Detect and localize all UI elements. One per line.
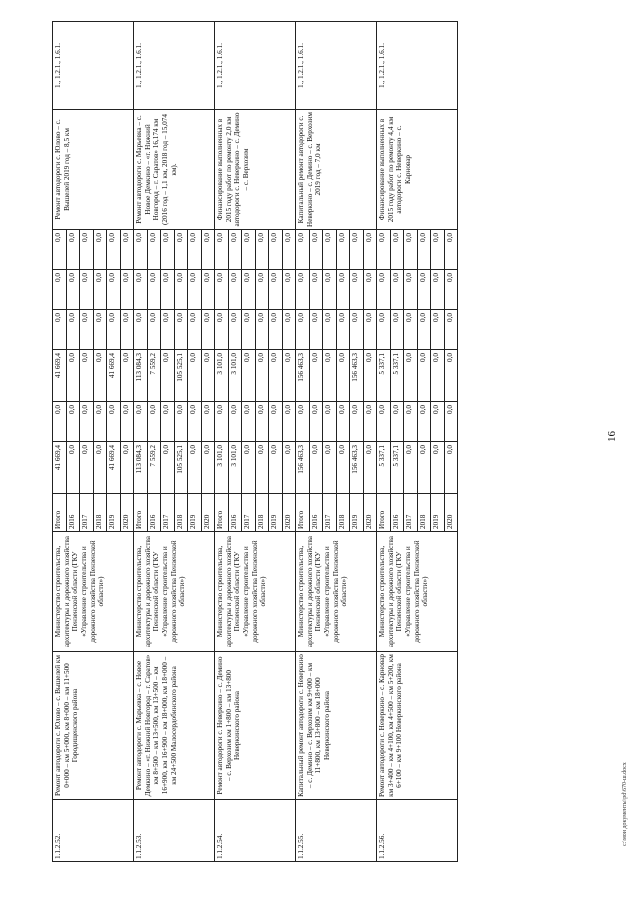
local-value-cell: 0,0 (444, 310, 458, 350)
extra-value-cell: 0,0 (107, 230, 121, 270)
other-value-cell: 0,0 (255, 270, 269, 310)
federal-value-cell: 0,0 (80, 402, 94, 442)
other-value-cell: 0,0 (404, 270, 418, 310)
regional-value-cell: 0,0 (309, 350, 323, 402)
regional-value-cell: 0,0 (404, 350, 418, 402)
total-value-cell: 3 101,0 (215, 442, 229, 494)
total-value-cell: 0,0 (201, 442, 215, 494)
measure-row (377, 22, 391, 862)
year-cell: 2016 (390, 494, 404, 532)
regional-value-cell: 0,0 (80, 350, 94, 402)
local-value-cell: 0,0 (242, 310, 256, 350)
year-cell: 2018 (93, 494, 107, 532)
year-cell: 2016 (66, 494, 80, 532)
other-value-cell: 0,0 (147, 270, 161, 310)
federal-value-cell: 0,0 (417, 402, 431, 442)
local-value-cell: 0,0 (323, 310, 337, 350)
other-value-cell: 0,0 (174, 270, 188, 310)
local-value-cell: 0,0 (174, 310, 188, 350)
local-value-cell: 0,0 (255, 310, 269, 350)
federal-value-cell: 0,0 (390, 402, 404, 442)
total-value-cell: 113 084,3 (134, 442, 148, 494)
federal-value-cell: 0,0 (161, 402, 175, 442)
extra-value-cell: 0,0 (336, 230, 350, 270)
other-value-cell: 0,0 (323, 270, 337, 310)
extra-value-cell: 0,0 (80, 230, 94, 270)
other-value-cell: 0,0 (390, 270, 404, 310)
federal-value-cell: 0,0 (53, 402, 67, 442)
year-cell: 2016 (309, 494, 323, 532)
regional-value-cell: 0,0 (323, 350, 337, 402)
extra-value-cell: 0,0 (228, 230, 242, 270)
extra-value-cell: 0,0 (215, 230, 229, 270)
year-cell: 2016 (228, 494, 242, 532)
year-cell: 2017 (161, 494, 175, 532)
extra-value-cell: 0,0 (93, 230, 107, 270)
total-value-cell: 0,0 (161, 442, 175, 494)
total-value-cell: 0,0 (120, 442, 134, 494)
federal-value-cell: 0,0 (444, 402, 458, 442)
regional-value-cell: 0,0 (363, 350, 377, 402)
local-value-cell: 0,0 (134, 310, 148, 350)
other-value-cell: 0,0 (188, 270, 202, 310)
regional-value-cell: 0,0 (431, 350, 445, 402)
year-cell: 2019 (431, 494, 445, 532)
local-value-cell: 0,0 (53, 310, 67, 350)
other-value-cell: 0,0 (431, 270, 445, 310)
regional-value-cell: 5 337,1 (390, 350, 404, 402)
total-value-cell: 156 463,3 (296, 442, 310, 494)
local-value-cell: 0,0 (147, 310, 161, 350)
total-value-cell: 0,0 (309, 442, 323, 494)
other-value-cell: 0,0 (228, 270, 242, 310)
year-cell: 2018 (255, 494, 269, 532)
local-value-cell: 0,0 (282, 310, 296, 350)
other-value-cell: 0,0 (53, 270, 67, 310)
year-cell: 2017 (80, 494, 94, 532)
year-cell: Итого (134, 494, 148, 532)
extra-value-cell: 0,0 (417, 230, 431, 270)
other-value-cell: 0,0 (215, 270, 229, 310)
year-cell: Итого (377, 494, 391, 532)
local-value-cell: 0,0 (80, 310, 94, 350)
total-value-cell: 41 669,4 (107, 442, 121, 494)
indicator-link-cell: 1., 1.2.1., 1.6.1. (53, 22, 134, 110)
indicator-link-cell: 1., 1.2.1., 1.6.1. (296, 22, 377, 110)
year-cell: 2020 (363, 494, 377, 532)
local-value-cell: 0,0 (417, 310, 431, 350)
regional-value-cell: 0,0 (282, 350, 296, 402)
local-value-cell: 0,0 (309, 310, 323, 350)
total-value-cell: 0,0 (282, 442, 296, 494)
regional-value-cell: 0,0 (161, 350, 175, 402)
extra-value-cell: 0,0 (390, 230, 404, 270)
extra-value-cell: 0,0 (255, 230, 269, 270)
year-cell: Итого (215, 494, 229, 532)
extra-value-cell: 0,0 (377, 230, 391, 270)
extra-value-cell: 0,0 (201, 230, 215, 270)
year-cell: Итого (53, 494, 67, 532)
total-value-cell: 0,0 (242, 442, 256, 494)
measure-code-cell: 1.1.2.54. (215, 800, 296, 862)
year-cell: 2019 (188, 494, 202, 532)
total-value-cell: 0,0 (269, 442, 283, 494)
regional-value-cell: 7 559,2 (147, 350, 161, 402)
measure-row (134, 22, 148, 862)
federal-value-cell: 0,0 (255, 402, 269, 442)
measure-name-cell: Ремонт автодороги с. Марьевка – с. Новое Демкино – «г. Нижний Новгород – г. Саратов» км 8+500 – км 13+500, км 13+500 – км 16+900, км 16+900 – км 18+000, км 18+000 – км 24+500 Малосердобинского района (134, 652, 215, 800)
program-measures-table (52, 21, 458, 862)
total-value-cell: 0,0 (444, 442, 458, 494)
year-cell: 2017 (242, 494, 256, 532)
total-value-cell: 0,0 (363, 442, 377, 494)
measure-name-cell: Ремонт автодороги с. Неверкино – с. Карновар км 3+400 – км 4+100, км 4+500 – км 5+200, км 6+100 – км 9+100 Неверкинского района (377, 652, 458, 800)
measure-code-cell: 1.1.2.56. (377, 800, 458, 862)
rotated-page-content (52, 22, 580, 862)
extra-value-cell: 0,0 (282, 230, 296, 270)
other-value-cell: 0,0 (201, 270, 215, 310)
local-value-cell: 0,0 (296, 310, 310, 350)
other-value-cell: 0,0 (350, 270, 364, 310)
other-value-cell: 0,0 (282, 270, 296, 310)
federal-value-cell: 0,0 (93, 402, 107, 442)
executor-cell: Министерство строительства, архитектуры и дорожного хозяйства Пензенской области (ГКУ «Управление строительства и дорожного хозяйства Пензенской области») (53, 532, 134, 652)
extra-value-cell: 0,0 (444, 230, 458, 270)
year-cell: 2017 (404, 494, 418, 532)
other-value-cell: 0,0 (444, 270, 458, 310)
total-value-cell: 0,0 (417, 442, 431, 494)
total-value-cell: 41 669,4 (53, 442, 67, 494)
measure-code-cell: 1.1.2.52. (53, 800, 134, 862)
measure-row (296, 22, 310, 862)
expected-result-cell: Ремонт автодороги с. Юлово – с. Вышелей 2019 год – 8,5 км (53, 110, 134, 230)
federal-value-cell: 0,0 (336, 402, 350, 442)
extra-value-cell: 0,0 (161, 230, 175, 270)
other-value-cell: 0,0 (134, 270, 148, 310)
measure-name-cell: Капитальный ремонт автодороги с. Неверкино – с. Демино – с. Верхозим км 9+000 – км 11+800, км 13+800 – км 18+000 Неверкинского района (296, 652, 377, 800)
extra-value-cell: 0,0 (309, 230, 323, 270)
year-cell: 2020 (282, 494, 296, 532)
federal-value-cell: 0,0 (309, 402, 323, 442)
local-value-cell: 0,0 (390, 310, 404, 350)
regional-value-cell: 105 525,1 (174, 350, 188, 402)
regional-value-cell: 0,0 (417, 350, 431, 402)
other-value-cell: 0,0 (107, 270, 121, 310)
measure-row (53, 22, 67, 862)
year-cell: 2020 (444, 494, 458, 532)
local-value-cell: 0,0 (215, 310, 229, 350)
extra-value-cell: 0,0 (269, 230, 283, 270)
expected-result-cell: Капитальный ремонт автодороги с. Неверкино – с. Демино – с. Верхозим 2019 год – 7,0 км (296, 110, 377, 230)
executor-cell: Министерство строительства, архитектуры и дорожного хозяйства Пензенской области (ГКУ «Управление строительства и дорожного хозяйства Пензенской области») (377, 532, 458, 652)
regional-value-cell: 0,0 (201, 350, 215, 402)
extra-value-cell: 0,0 (431, 230, 445, 270)
federal-value-cell: 0,0 (228, 402, 242, 442)
expected-result-cell: Финансирование выполненных в 2015 году работ по ремонту 4,4 км автодороги с. Неверкино – с. Карновар (377, 110, 458, 230)
federal-value-cell: 0,0 (363, 402, 377, 442)
local-value-cell: 0,0 (431, 310, 445, 350)
total-value-cell: 7 559,2 (147, 442, 161, 494)
federal-value-cell: 0,0 (134, 402, 148, 442)
regional-value-cell: 0,0 (120, 350, 134, 402)
extra-value-cell: 0,0 (242, 230, 256, 270)
regional-value-cell: 3 101,0 (215, 350, 229, 402)
local-value-cell: 0,0 (93, 310, 107, 350)
other-value-cell: 0,0 (377, 270, 391, 310)
regional-value-cell: 0,0 (336, 350, 350, 402)
regional-value-cell: 156 463,3 (296, 350, 310, 402)
footer-file-path: c:\мои документы\pd\670-ш.docx (622, 762, 628, 846)
federal-value-cell: 0,0 (296, 402, 310, 442)
regional-value-cell: 0,0 (93, 350, 107, 402)
local-value-cell: 0,0 (350, 310, 364, 350)
measure-row (215, 22, 229, 862)
extra-value-cell: 0,0 (134, 230, 148, 270)
federal-value-cell: 0,0 (66, 402, 80, 442)
year-cell: 2020 (120, 494, 134, 532)
other-value-cell: 0,0 (242, 270, 256, 310)
measure-name-cell: Ремонт автодороги с. Неверкино – с. Демино – с. Верхозим км 1+800 – км 13+800 Неверкинского района (215, 652, 296, 800)
total-value-cell: 0,0 (93, 442, 107, 494)
executor-cell: Министерство строительства, архитектуры и дорожного хозяйства Пензенской области (ГКУ «Управление строительства и дорожного хозяйства Пензенской области») (215, 532, 296, 652)
extra-value-cell: 0,0 (66, 230, 80, 270)
other-value-cell: 0,0 (363, 270, 377, 310)
federal-value-cell: 0,0 (107, 402, 121, 442)
other-value-cell: 0,0 (161, 270, 175, 310)
total-value-cell: 0,0 (404, 442, 418, 494)
other-value-cell: 0,0 (336, 270, 350, 310)
year-cell: 2019 (269, 494, 283, 532)
year-cell: Итого (296, 494, 310, 532)
year-cell: 2018 (174, 494, 188, 532)
other-value-cell: 0,0 (309, 270, 323, 310)
federal-value-cell: 0,0 (404, 402, 418, 442)
regional-value-cell: 41 669,4 (107, 350, 121, 402)
federal-value-cell: 0,0 (377, 402, 391, 442)
total-value-cell: 3 101,0 (228, 442, 242, 494)
regional-value-cell: 0,0 (444, 350, 458, 402)
local-value-cell: 0,0 (161, 310, 175, 350)
year-cell: 2019 (350, 494, 364, 532)
year-cell: 2017 (323, 494, 337, 532)
local-value-cell: 0,0 (188, 310, 202, 350)
year-cell: 2018 (336, 494, 350, 532)
local-value-cell: 0,0 (363, 310, 377, 350)
federal-value-cell: 0,0 (323, 402, 337, 442)
extra-value-cell: 0,0 (147, 230, 161, 270)
year-cell: 2016 (147, 494, 161, 532)
indicator-link-cell: 1., 1.2.1., 1.6.1. (134, 22, 215, 110)
local-value-cell: 0,0 (336, 310, 350, 350)
year-cell: 2019 (107, 494, 121, 532)
regional-value-cell: 0,0 (242, 350, 256, 402)
measure-code-cell: 1.1.2.53. (134, 800, 215, 862)
total-value-cell: 156 463,3 (350, 442, 364, 494)
federal-value-cell: 0,0 (269, 402, 283, 442)
local-value-cell: 0,0 (66, 310, 80, 350)
executor-cell: Министерство строительства, архитектуры и дорожного хозяйства Пензенской области (ГКУ «Управление строительства и дорожного хозяйства Пензенской области») (134, 532, 215, 652)
regional-value-cell: 0,0 (188, 350, 202, 402)
total-value-cell: 5 337,1 (377, 442, 391, 494)
other-value-cell: 0,0 (93, 270, 107, 310)
page-number: 16 (606, 431, 618, 442)
extra-value-cell: 0,0 (120, 230, 134, 270)
total-value-cell: 0,0 (255, 442, 269, 494)
total-value-cell: 5 337,1 (390, 442, 404, 494)
local-value-cell: 0,0 (228, 310, 242, 350)
extra-value-cell: 0,0 (174, 230, 188, 270)
other-value-cell: 0,0 (296, 270, 310, 310)
other-value-cell: 0,0 (417, 270, 431, 310)
federal-value-cell: 0,0 (188, 402, 202, 442)
local-value-cell: 0,0 (377, 310, 391, 350)
federal-value-cell: 0,0 (120, 402, 134, 442)
other-value-cell: 0,0 (80, 270, 94, 310)
regional-value-cell: 5 337,1 (377, 350, 391, 402)
extra-value-cell: 0,0 (404, 230, 418, 270)
total-value-cell: 0,0 (336, 442, 350, 494)
year-cell: 2020 (201, 494, 215, 532)
local-value-cell: 0,0 (269, 310, 283, 350)
other-value-cell: 0,0 (269, 270, 283, 310)
federal-value-cell: 0,0 (201, 402, 215, 442)
measure-code-cell: 1.1.2.55. (296, 800, 377, 862)
total-value-cell: 0,0 (188, 442, 202, 494)
regional-value-cell: 0,0 (269, 350, 283, 402)
local-value-cell: 0,0 (107, 310, 121, 350)
executor-cell: Министерство строительства, архитектуры и дорожного хозяйства Пензенской области (ГКУ «Управление строительства и дорожного хозяйства Пензенской области») (296, 532, 377, 652)
regional-value-cell: 3 101,0 (228, 350, 242, 402)
local-value-cell: 0,0 (404, 310, 418, 350)
federal-value-cell: 0,0 (147, 402, 161, 442)
other-value-cell: 0,0 (120, 270, 134, 310)
federal-value-cell: 0,0 (282, 402, 296, 442)
extra-value-cell: 0,0 (350, 230, 364, 270)
total-value-cell: 105 525,1 (174, 442, 188, 494)
federal-value-cell: 0,0 (242, 402, 256, 442)
extra-value-cell: 0,0 (323, 230, 337, 270)
total-value-cell: 0,0 (80, 442, 94, 494)
regional-value-cell: 0,0 (255, 350, 269, 402)
extra-value-cell: 0,0 (363, 230, 377, 270)
total-value-cell: 0,0 (66, 442, 80, 494)
local-value-cell: 0,0 (201, 310, 215, 350)
total-value-cell: 0,0 (323, 442, 337, 494)
regional-value-cell: 0,0 (66, 350, 80, 402)
other-value-cell: 0,0 (66, 270, 80, 310)
extra-value-cell: 0,0 (53, 230, 67, 270)
expected-result-cell: Ремонт автодороги с. Марьевка – с. Новое Демкино – «г. Нижний Новгород – г. Саратов» 16,174 км (2016 год – 1,1 км, 2018 год – 15,074 км). (134, 110, 215, 230)
expected-result-cell: Финансирование выполненных в 2015 году работ по ремонту 2,0 км автодороги с. Неверкино – с. Демино – с. Верхозим (215, 110, 296, 230)
measure-name-cell: Ремонт автодороги с. Юлово – с. Вышелей км 0+000 – км 5+000, км 8+000 – км 11+500 Городищенского района (53, 652, 134, 800)
year-cell: 2018 (417, 494, 431, 532)
regional-value-cell: 156 463,3 (350, 350, 364, 402)
federal-value-cell: 0,0 (215, 402, 229, 442)
table-body (53, 22, 458, 862)
federal-value-cell: 0,0 (431, 402, 445, 442)
total-value-cell: 0,0 (431, 442, 445, 494)
regional-value-cell: 113 084,3 (134, 350, 148, 402)
regional-value-cell: 41 669,4 (53, 350, 67, 402)
extra-value-cell: 0,0 (188, 230, 202, 270)
indicator-link-cell: 1., 1.2.1., 1.6.1. (215, 22, 296, 110)
indicator-link-cell: 1., 1.2.1., 1.6.1. (377, 22, 458, 110)
extra-value-cell: 0,0 (296, 230, 310, 270)
local-value-cell: 0,0 (120, 310, 134, 350)
federal-value-cell: 0,0 (350, 402, 364, 442)
federal-value-cell: 0,0 (174, 402, 188, 442)
